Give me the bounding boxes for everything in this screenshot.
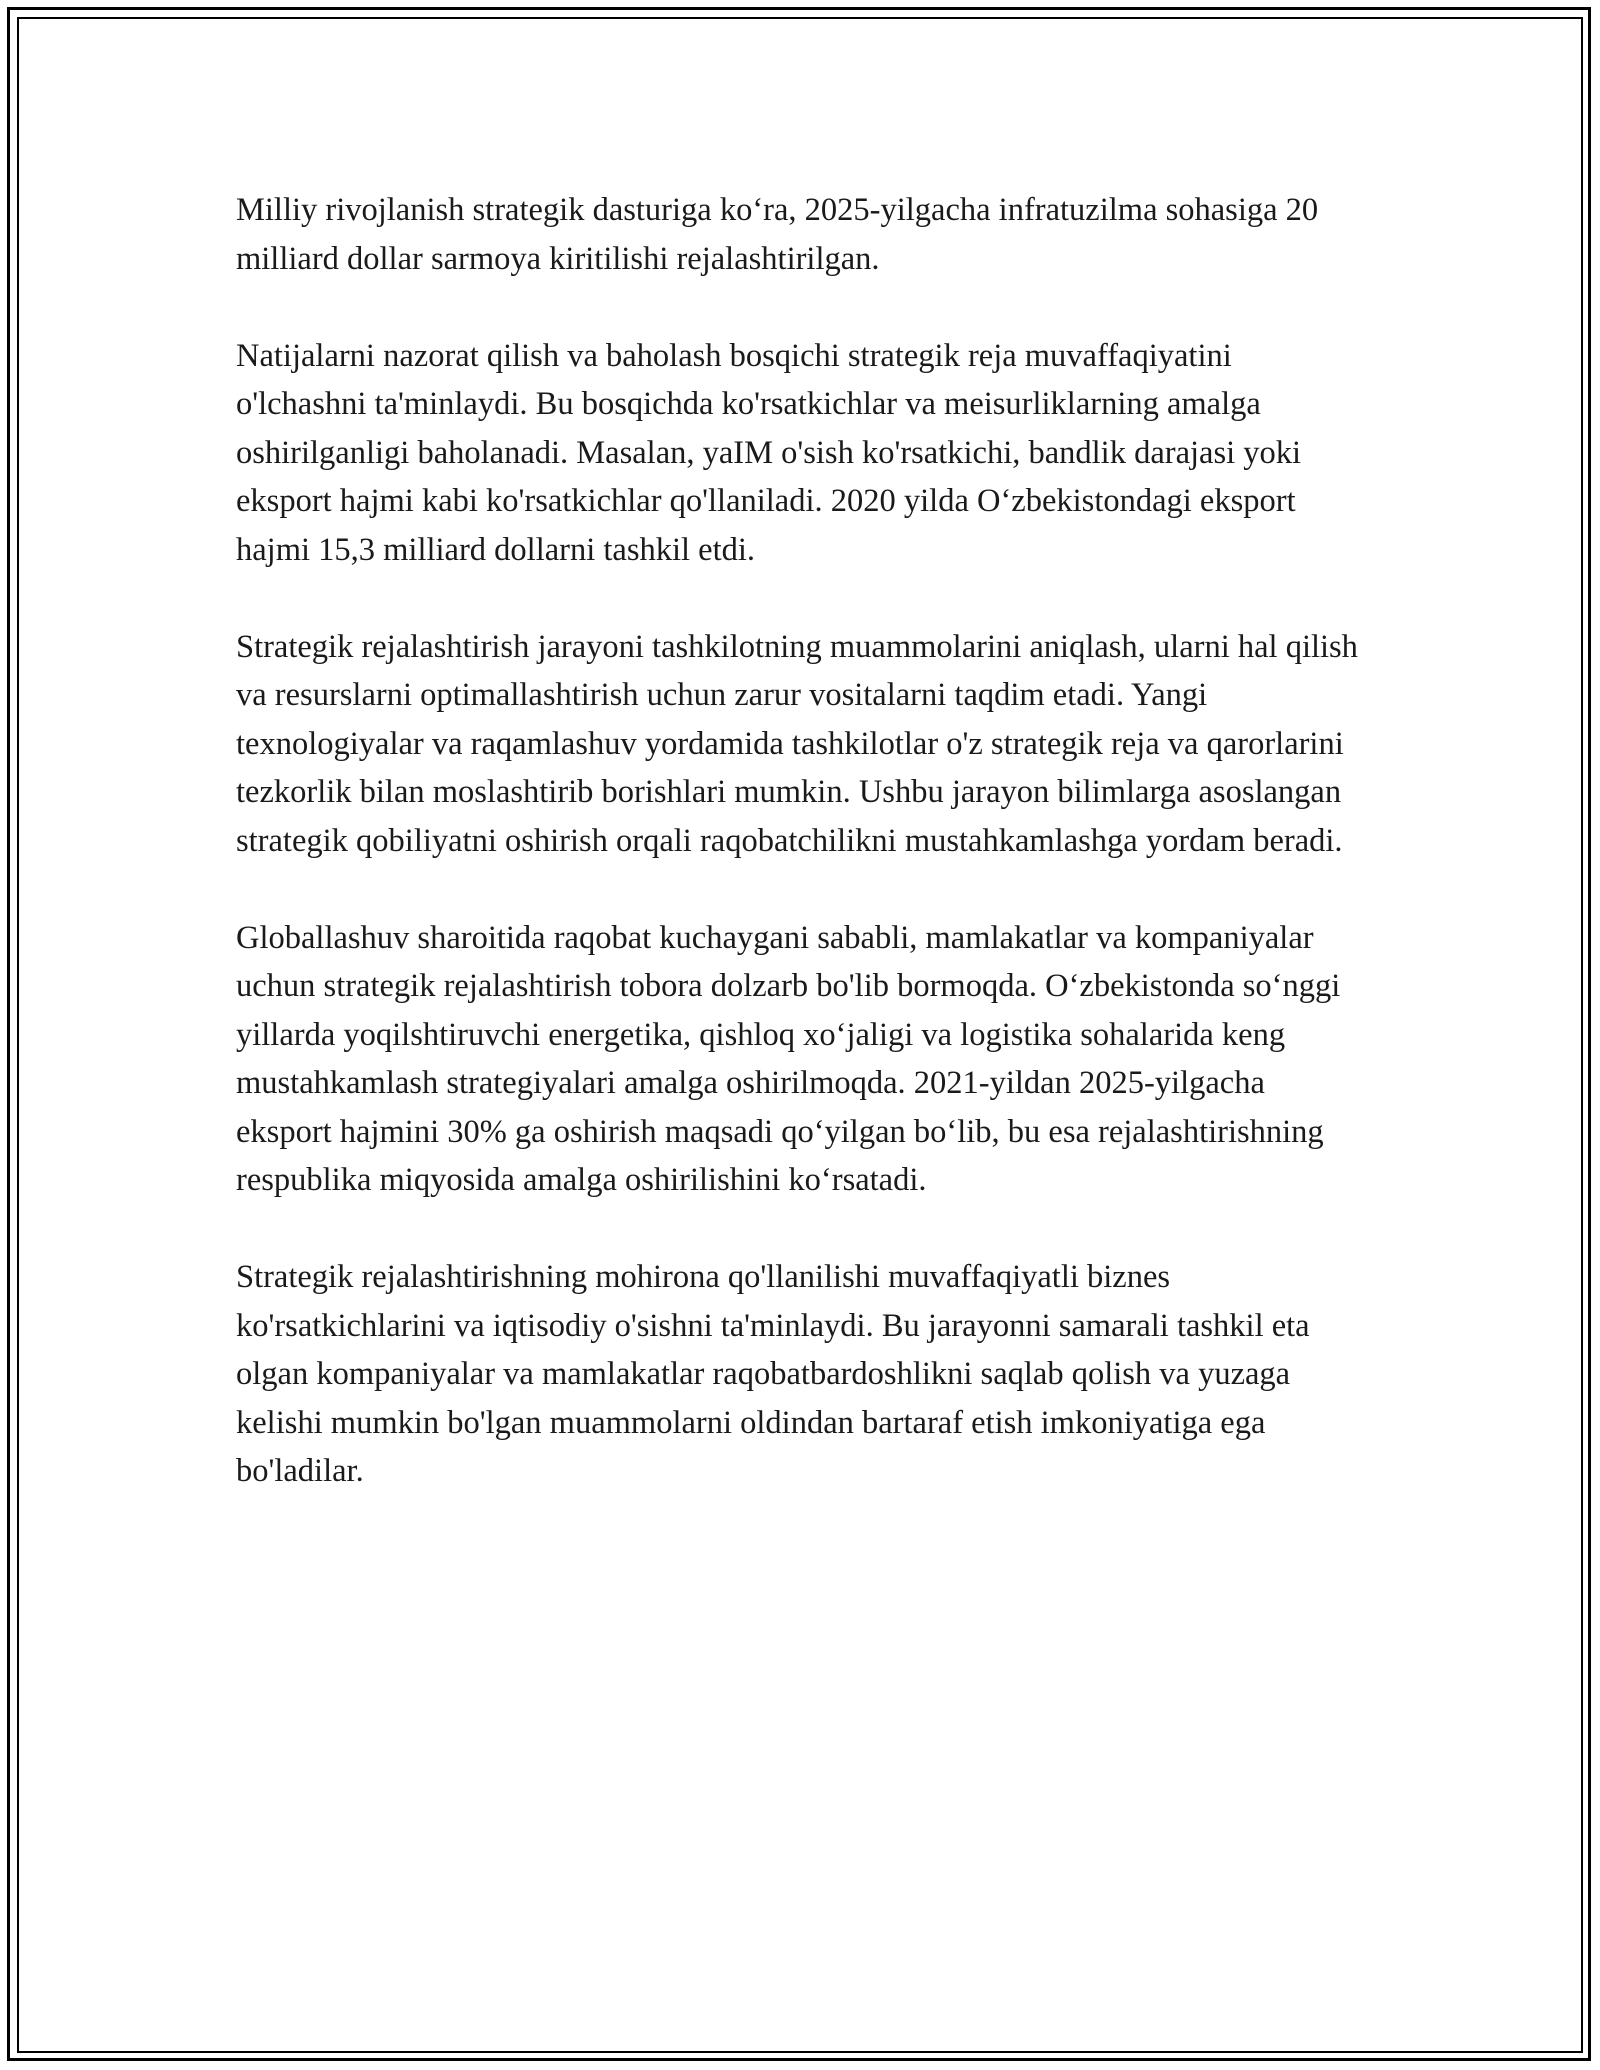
paragraph-strategic-planning-process: Strategik rejalashtirish jarayoni tashkilotning muammolarini aniqlash, ularni hal qilish va resurslarni optimallashtirish uchun zarur vositalarni taqdim etadi. Yangi texnologiyalar va raqamlashuv yordamida tashkilotlar o'z strategik reja va qarorlarini tezkorlik bilan moslashtirib borishlari mumkin. Ushbu jarayon bilimlarga asoslangan strategik qobiliyatni oshirish orqali raqobatchilikni mustahkamlashga yordam beradi. [236,628,1358,859]
paragraph-globalization: Globallashuv sharoitida raqobat kuchaygani sababli, mamlakatlar va kompaniyalar uchun strategik rejalashtirish tobora dolzarb bo'lib bormoqda. O‘zbekistonda so‘nggi yillarda yoqilshtiruvchi energetika, qishloq xo‘jaligi va logistika sohalarida keng mustahkamlash strategiyalari amalga oshirilmoqda. 2021-yildan 2025-yilgacha eksport hajmini 30% ga oshirish maqsadi qo‘yilgan bo‘lib, bu esa rejalashtirishning respublika miqyosida amalga oshirilishini ko‘rsatadi. [236,919,1341,1198]
document-body [236,186,1366,1544]
paragraph-infrastructure-investment: Milliy rivojlanish strategik dasturiga ko‘ra, 2025-yilgacha infratuzilma sohasiga 20 milliard dollar sarmoya kiritilishi rejalashtirilgan. [236,192,1319,277]
paragraph-conclusion: Strategik rejalashtirishning mohirona qo'llanilishi muvaffaqiyatli biznes ko'rsatkichlarini va iqtisodiy o'sishni ta'minlaydi. Bu jarayonni samarali tashkil eta olgan kompaniyalar va mamlakatlar raqobatbardoshlikni saqlab qolish va yuzaga kelishi mumkin bo'lgan muammolarni oldindan bartaraf etish imkoniyatiga ega bo'ladilar. [236,1259,1310,1489]
paragraph-monitoring-evaluation: Natijalarni nazorat qilish va baholash bosqichi strategik reja muvaffaqiyatini o'lchashni ta'minlaydi. Bu bosqichda ko'rsatkichlar va meisurliklarning amalga oshirilganligi baholanadi. Masalan, yaIM o'sish ko'rsatkichi, bandlik darajasi yoki eksport hajmi kabi ko'rsatkichlar qo'llaniladi. 2020 yilda O‘zbekistondagi eksport hajmi 15,3 milliard dollarni tashkil etdi. [236,337,1302,568]
